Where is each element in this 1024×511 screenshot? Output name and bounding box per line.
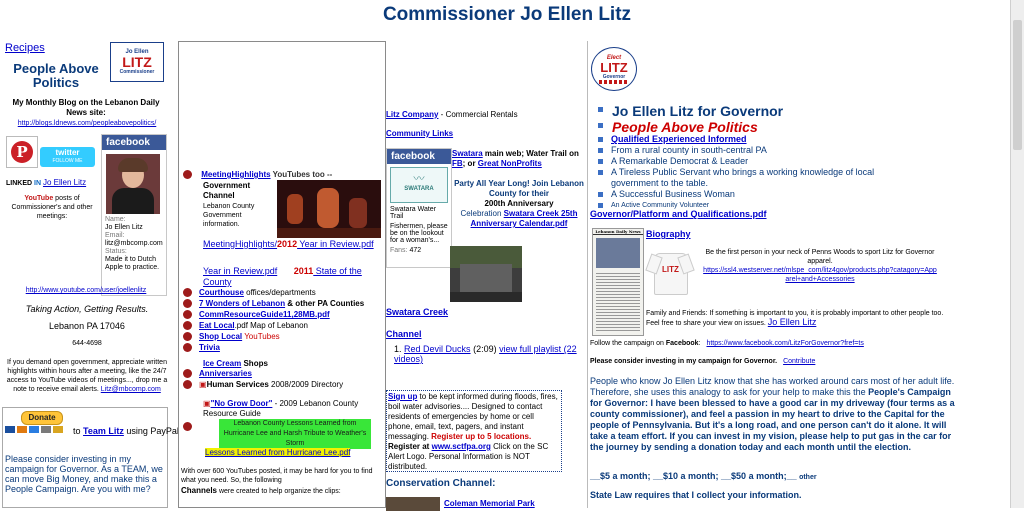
twitter-follow-text: FOLLOW ME bbox=[52, 158, 83, 164]
youtube-posts-text bbox=[6, 194, 98, 221]
recipes-link[interactable]: Recipes bbox=[5, 42, 45, 54]
coleman-park-link[interactable]: Coleman Memorial Park bbox=[444, 499, 535, 508]
profile-photo bbox=[106, 154, 160, 214]
scrollbar-thumb[interactable] bbox=[1013, 20, 1022, 150]
governor-column bbox=[588, 41, 1010, 508]
elect-litz-logo: Elect LITZ Governor bbox=[592, 47, 636, 91]
list-item: A Successful Business Woman bbox=[598, 189, 998, 200]
signup-link[interactable]: Sign up bbox=[388, 392, 418, 401]
human-services-title: Human Services bbox=[206, 380, 269, 389]
linked-prefix: LINKED bbox=[6, 180, 33, 187]
logo-top-text: Jo Ellen bbox=[125, 49, 149, 55]
youtube-word: YouTube bbox=[24, 195, 54, 202]
mh-2012-link[interactable]: MeetingHighlights/ bbox=[203, 239, 278, 249]
demand-text-block bbox=[4, 358, 170, 394]
newspaper-clipping[interactable]: Lebanon Daily News bbox=[592, 228, 644, 336]
people-know-paragraph: People who know Jo Ellen Litz know that she has worked around cars most of her adult life. Therefore, she uses this analogy to ask for your help to make this the People's Campaign for Governor: I have been blessed to have a good car in my driveway (four terms as a county commissioner), and feel a passion in my heart to drive to the Capital for the people of Pennsylvania. But it's a long road, and one person can't do it alone. It will take a team effort. If you can invest in my vision, please help to put gas in the car for the journey by sending a donation today and each month until the election. bbox=[590, 376, 955, 452]
amounts-line: __$5 a month; __$10 a month; __$50 a month;__ other bbox=[590, 471, 817, 481]
team-litz-link[interactable]: Team Litz bbox=[83, 426, 124, 436]
swatara-fans: 472 bbox=[409, 247, 422, 254]
facebook-campaign-link[interactable]: https://www.facebook.com/LitzForGovernor?fref=ts bbox=[706, 340, 864, 347]
fb-email: litz@mbcomp.com bbox=[105, 240, 163, 247]
logo-sub-text: Commissioner bbox=[119, 69, 155, 75]
using-paypal: using PayPal bbox=[126, 426, 179, 436]
twitter-follow-icon[interactable] bbox=[40, 147, 95, 167]
swatara-link[interactable]: Swatara bbox=[452, 149, 483, 158]
gov-desc: Lebanon County Government information. bbox=[203, 203, 255, 228]
yir-2011-line bbox=[203, 266, 383, 288]
meeting-video-thumbnail[interactable] bbox=[277, 180, 381, 238]
pinterest-icon[interactable]: P bbox=[6, 136, 38, 168]
list-item: 7 Wonders of Lebanon & other PA Counties bbox=[183, 298, 385, 309]
city: Lebanon PA 17046 bbox=[49, 321, 125, 331]
youtube-desc: posts of Commissioner's and other meetings: bbox=[11, 195, 93, 220]
list-item bbox=[598, 134, 998, 145]
party-text: Party All Year Long! Join Lebanon County for their 200th Anniversary Celebration Swatara Creek 25th Anniversary Calendar.pdf bbox=[454, 179, 584, 228]
list-item: An Active Community Volunteer bbox=[598, 200, 998, 211]
facebook-badge[interactable] bbox=[101, 134, 167, 296]
apparel-text: Be the first person in your neck of Penns Woods to sport Litz for Governor apparel. bbox=[705, 249, 935, 265]
list-item bbox=[183, 309, 385, 320]
litz-shirt-image[interactable]: LITZ bbox=[648, 247, 692, 309]
eat-local-link[interactable]: Eat Local bbox=[199, 321, 235, 330]
great-nonprofits-link[interactable]: Great NonProfits bbox=[477, 159, 542, 168]
apparel-url-link[interactable]: https://ssl4.westserver.net/mlspe_com/litz4gov/products.php?catagory=Apparel+and+Accessories bbox=[703, 267, 937, 283]
slogan: Taking Action, Getting Results. bbox=[25, 304, 149, 314]
qualifications-list bbox=[598, 134, 998, 211]
card-icons bbox=[5, 426, 63, 433]
meeting-highlights-link[interactable]: MeetingHighlights bbox=[201, 170, 271, 179]
playlist-row: 1. Red Devil Ducks (2:09) view full playlist (22 videos) bbox=[394, 344, 577, 364]
follow-line: Follow the campaign on Facebook: https://www.facebook.com/LitzForGovernor?fref=ts bbox=[590, 340, 864, 347]
list-item: From a rural county in south-central PA bbox=[598, 145, 998, 156]
linkedin-name-link[interactable]: Jo Ellen Litz bbox=[42, 178, 87, 187]
trivia-link[interactable]: Trivia bbox=[199, 343, 220, 352]
anniversaries-row bbox=[183, 369, 252, 378]
community-column bbox=[386, 41, 588, 508]
main-content-frame bbox=[178, 41, 386, 508]
yir-rest[interactable]: State of the County bbox=[203, 266, 362, 287]
swatara-creek-channel-link[interactable]: Swatara Creek Channel bbox=[386, 307, 449, 339]
coleman-row bbox=[386, 497, 586, 511]
list-item: Eat Local.pdf Map of Lebanon bbox=[183, 320, 385, 331]
icecream-link[interactable]: Ice Cream bbox=[203, 359, 242, 368]
people-above-politics-heading: People Above Politics bbox=[13, 61, 99, 90]
team-litz-line bbox=[73, 426, 179, 436]
family-sig-link[interactable]: Jo Ellen Litz bbox=[767, 317, 817, 327]
mh-2012-line bbox=[203, 239, 383, 250]
swatara-links: Swatara main web; Water Trail on FB; or Great NonProfits bbox=[452, 149, 579, 168]
demand-text: If you demand open government, appreciate written highlights within hours after a meeting, like the 24/7 access to YouTube videos of meetings..., drop me a note to receive email alerts. bbox=[6, 359, 168, 393]
over-600-text: With over 600 YouTubes posted, it may be hard for you to find what you need. So, the following bbox=[181, 468, 373, 484]
fb-email-label: Email: bbox=[105, 232, 125, 239]
donate-box bbox=[2, 407, 179, 508]
yir-link[interactable]: Year in Review.pdf bbox=[203, 266, 278, 276]
lessons-yellow-link[interactable]: Lessons Learned from Hurricane Lee.pdf bbox=[205, 448, 351, 457]
litz-commissioner-logo bbox=[110, 42, 164, 82]
biography-link[interactable]: Biography bbox=[646, 229, 691, 239]
fb-status-label: Status: bbox=[105, 248, 127, 255]
to-prefix: to bbox=[73, 426, 81, 436]
no-grow-door-link[interactable]: "No Grow Door" bbox=[210, 399, 273, 408]
qualified-link[interactable]: Qualified Experienced Informed bbox=[611, 134, 747, 144]
demand-email-link[interactable]: Litz@mbcomp.com bbox=[100, 386, 161, 393]
anniversaries-link[interactable]: Anniversaries bbox=[199, 369, 252, 378]
view-playlist-link[interactable]: view full playlist (22 videos) bbox=[394, 344, 577, 364]
fb-label: facebook bbox=[387, 149, 451, 164]
youtube-url-link[interactable]: http://www.youtube.com/user/joellenlitz bbox=[25, 287, 147, 294]
icecream-line: Ice Cream Shops bbox=[203, 359, 268, 368]
resource-list bbox=[183, 287, 385, 353]
alert-box: Sign up to be kept informed during floods, fires, boil water advisories.... Designed to contact residents of emergencies by home or cell phone, email, text, pagers, and instant messaging. Register up to 5 locations. Register at www.sctfpa.org Click on the SC Alert Logo. Personal Information is NOT distributed. bbox=[386, 390, 562, 472]
list-item: Courthouse offices/departments bbox=[183, 287, 385, 298]
twitter-label: twitter bbox=[55, 148, 80, 157]
logo-main-text: LITZ bbox=[122, 54, 152, 70]
page-scrollbar[interactable] bbox=[1010, 0, 1024, 508]
left-column bbox=[0, 40, 179, 508]
mh-2012-rest[interactable]: Year in Review.pdf bbox=[297, 239, 374, 249]
swatara-logo: 〰 SWATARA bbox=[390, 167, 448, 203]
comm-resource-guide-link[interactable]: CommResourceGuide11,28MB.pdf bbox=[199, 310, 330, 319]
platform-link[interactable]: Governor/Platform and Qualifications.pdf bbox=[590, 209, 767, 219]
fb-status: Made it to Dutch Apple to practice. bbox=[105, 256, 160, 271]
swatara-fb-status: Fishermen, please be on the lookout for a woman's... bbox=[390, 223, 448, 244]
litz-company-link[interactable]: Litz Company bbox=[386, 110, 439, 119]
swatara-fb-name: Swatara Water Trail bbox=[390, 206, 437, 220]
facebook-label: facebook bbox=[102, 135, 166, 150]
swatara-creek-photo[interactable] bbox=[450, 246, 522, 302]
blog-line: My Monthly Blog on the Lebanon Daily News site: bbox=[12, 98, 160, 117]
blog-url-link[interactable]: http://blogs.ldnews.com/peopleabovepolitics/ bbox=[17, 120, 157, 127]
consider-text: Please consider investing in my campaign for Governor. As a TEAM, we can move Big Money, and make this a People Campaign. Are you with me? bbox=[5, 454, 163, 494]
donate-button[interactable]: Donate bbox=[21, 411, 63, 425]
lessons-green-link[interactable]: Lebanon County Lessons Learned from Hurricane Lee and Harsh Tribute to Weather's Storm bbox=[219, 419, 371, 449]
list-item: A Tireless Public Servant who brings a working knowledge of local government to the table. bbox=[598, 167, 998, 189]
human-services-row: ▣Human Services 2008/2009 Directory bbox=[183, 380, 343, 389]
pdf-icon: ▣ bbox=[199, 380, 207, 389]
red-devil-ducks-link[interactable]: Red Devil Ducks bbox=[404, 344, 471, 354]
community-links-link[interactable]: Community Links bbox=[386, 129, 454, 138]
youtubes-too: YouTubes too -- bbox=[270, 170, 333, 179]
fb-link[interactable]: FB bbox=[452, 159, 463, 168]
invest-line: Please consider investing in my campaign for Governor. Contribute bbox=[590, 358, 816, 365]
family-text: Family and Friends: If something is important to you, it is probably important to other people too. Feel free to share your view on issues. Jo Ellen Litz bbox=[646, 310, 944, 327]
page-title: Commissioner Jo Ellen Litz bbox=[382, 4, 632, 25]
channels-line: Channels were created to help organize the clips: bbox=[181, 486, 341, 495]
swatara-creek-calendar-link[interactable]: Swatara Creek 25th Anniversary Calendar.pdf bbox=[470, 209, 578, 228]
sctfpa-link[interactable]: www.sctfpa.org bbox=[431, 442, 491, 451]
government-channel-title: Government Channel bbox=[203, 181, 251, 200]
litz-company-line: Litz Company - Commercial Rentals bbox=[386, 110, 518, 119]
linkedin-row bbox=[6, 178, 86, 187]
conservation-channel-title: Conservation Channel: bbox=[386, 478, 496, 489]
state-law-text: State Law requires that I collect your information. bbox=[590, 490, 802, 500]
yir-year: 2011 bbox=[293, 266, 314, 276]
linked-in-logo: IN bbox=[34, 180, 42, 187]
pdf-icon: ▣ bbox=[203, 399, 211, 408]
fb-name-label: Name: bbox=[105, 216, 126, 223]
jel-governor-heading: Jo Ellen Litz for Governor bbox=[612, 103, 784, 119]
list-item: Shop Local YouTubes bbox=[183, 331, 385, 342]
mh-2012-year: 2012 bbox=[277, 239, 298, 249]
fb-name: Jo Ellen Litz bbox=[105, 224, 143, 231]
seven-wonders-link[interactable]: 7 Wonders of Lebanon bbox=[199, 299, 286, 308]
list-item: A Remarkable Democrat & Leader bbox=[598, 156, 998, 167]
courthouse-link[interactable]: Courthouse bbox=[199, 288, 244, 297]
shop-local-link[interactable]: Shop Local bbox=[199, 332, 243, 341]
pap-heading: People Above Politics bbox=[612, 119, 758, 135]
no-grow-door: ▣"No Grow Door" - 2009 Lebanon County Resource Guide bbox=[203, 399, 359, 418]
phone: 644-4698 bbox=[72, 340, 102, 347]
channels-word: Channels bbox=[181, 486, 218, 495]
swatara-fb-badge[interactable]: facebook 〰 SWATARA Swatara Water Trail Fishermen, please be on the lookout for a woman's... Fans: 472 bbox=[386, 148, 452, 268]
contribute-link[interactable]: Contribute bbox=[783, 358, 816, 365]
meeting-highlights-row bbox=[183, 170, 332, 179]
list-item bbox=[183, 342, 385, 353]
